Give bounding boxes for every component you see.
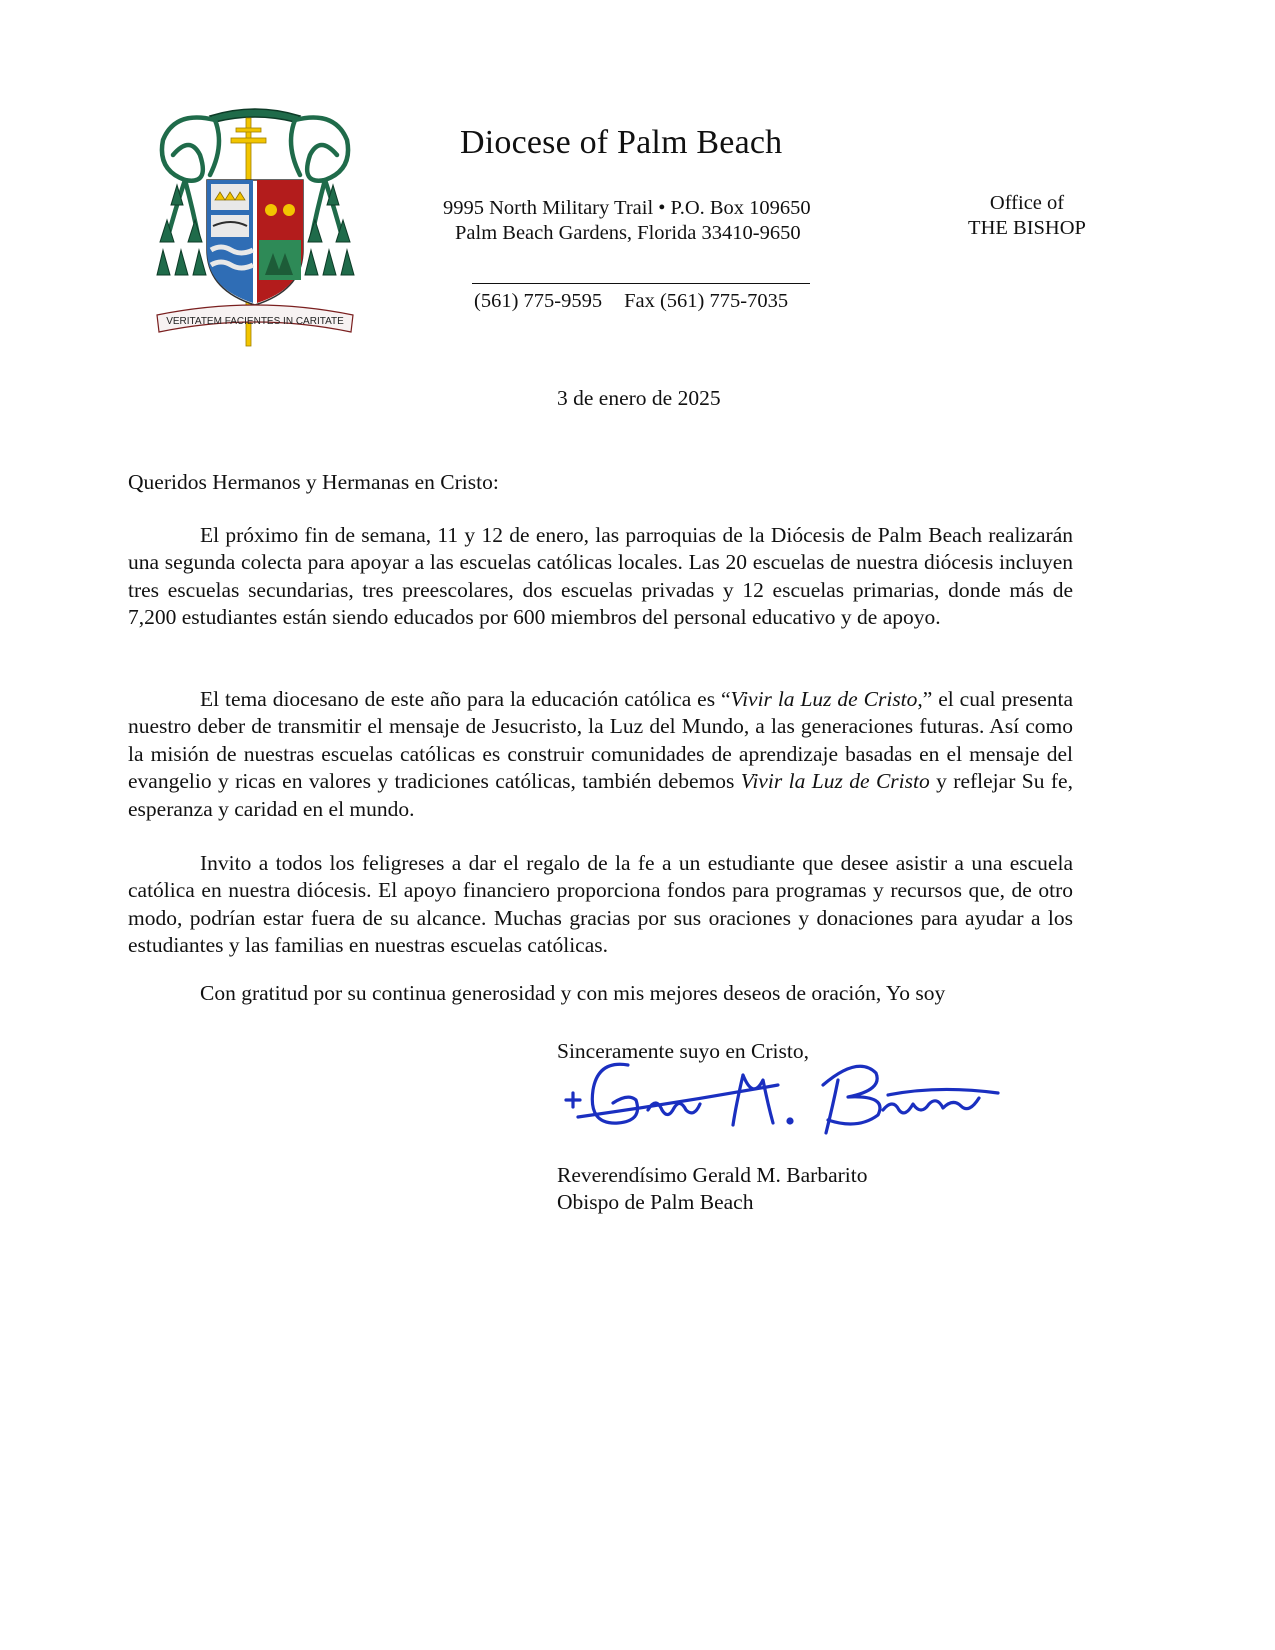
address-line-1: 9995 North Military Trail • P.O. Box 109650 (443, 197, 811, 219)
header-divider (472, 283, 810, 284)
paragraph-4: Con gratitud por su continua generosidad y con mis mejores deseos de oración, Yo soy (200, 981, 946, 1005)
paragraph-2-text-a: El tema diocesano de este año para la educación católica es “ (200, 687, 731, 711)
letterhead-title: Diocese of Palm Beach (460, 124, 783, 161)
paragraph-3: Invito a todos los feligreses a dar el regalo de la fe a un estudiante que desee asistir a una escuela católica en nuestra diócesis. El apoyo financiero proporciona fondos para programas y recursos que, de otro modo, podrían estar fuera de su alcance. Muchas gracias por sus oraciones y donaciones para ayudar a los estudiantes y las familias en nuestras escuelas católicas. (128, 851, 1073, 958)
signer-name: Reverendísimo Gerald M. Barbarito (557, 1163, 868, 1187)
letter-greeting: Queridos Hermanos y Hermanas en Cristo: (128, 470, 499, 494)
paragraph-2-text-c: y reflejar Su fe, esperanza y caridad en el mundo. (128, 769, 1073, 821)
fax-number: Fax (561) 775-7035 (624, 290, 789, 312)
coat-of-arms-logo (155, 100, 355, 365)
paragraph-2 (128, 686, 1073, 823)
handwritten-signature (558, 1055, 1008, 1140)
motto-text: VERITATEM FACIENTES IN CARITATE (166, 316, 344, 327)
address-line-2: Palm Beach Gardens, Florida 33410-9650 (455, 222, 801, 244)
office-label: Office of (989, 192, 1065, 214)
paragraph-2-text-b: ,” el cual presenta nuestro deber de transmitir el mensaje de Jesucristo, la Luz del Mundo, a las generaciones futuras. Así como la misión de nuestras escuelas católicas es construir comunidades de aprendizaje basadas en el mensaje del evangelio y ricas en valores y tradiciones católicas, también debemos (128, 687, 1073, 794)
office-title: THE BISHOP (968, 217, 1086, 239)
signer-title: Obispo de Palm Beach (557, 1190, 754, 1214)
letter-closing: Sinceramente suyo en Cristo, (557, 1039, 809, 1063)
paragraph-1: El próximo fin de semana, 11 y 12 de enero, las parroquias de la Diócesis de Palm Beach realizarán una segunda colecta para apoyar a las escuelas católicas locales. Las 20 escuelas de nuestra diócesis incluyen tres escuelas secundarias, tres preescolares, dos escuelas privadas y 12 escuelas primarias, donde más de 7,200 estudiantes están siendo educados por 600 miembros del personal educativo y de apoyo. (128, 523, 1073, 630)
contact-numbers (474, 290, 788, 313)
theme-italic-2: Vivir la Luz de Cristo (740, 769, 930, 794)
theme-italic: Vivir la Luz de Cristo (730, 687, 918, 711)
phone-number: (561) 775-9595 (474, 290, 603, 312)
letter-date: 3 de enero de 2025 (557, 386, 721, 410)
